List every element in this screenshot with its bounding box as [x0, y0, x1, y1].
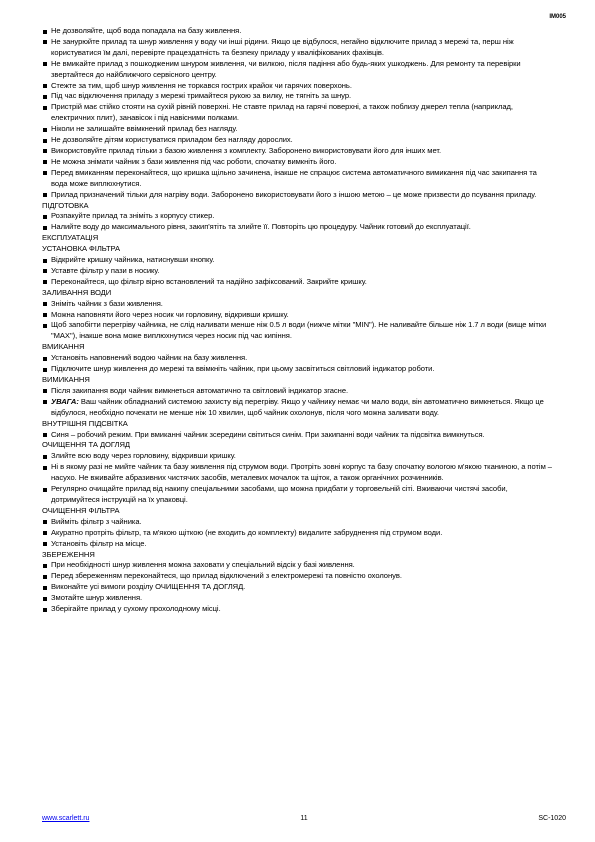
- bullet-item: [42, 462, 555, 484]
- bullet-text: Акуратно протріть фільтр, та м'якою щіткою (не входить до комплекту) видалите забруднення під струмом води.: [51, 527, 443, 537]
- bullet-text: Синя – робочий режим. При вмиканні чайник зсередини світиться синім. При закипанні води чайник та підсвітка вимкнуться.: [51, 429, 485, 439]
- bullet-text: Не дозволяйте, щоб вода попадала на базу живлення.: [51, 26, 242, 35]
- bullet-item: [42, 517, 555, 528]
- bullet-text: Перед збереженням переконайтеся, що прилад відключений з електромережі та повністю охолонув.: [51, 571, 402, 581]
- bullet-text: Ні в якому разі не мийте чайник та базу живлення під струмом води. Протріть зовні корпус та базу спочатку вологою м'якою тканиною, а потім – насухо. Не вживайте абразивних чистячих засобів, металевих мочалок та щіток, а також органічних розчинників.: [51, 462, 552, 483]
- bullet-text: Ваш чайник обладнаний системою захисту від перегріву. Якщо у чайнику немає чи мало води, він автоматично вимкнеться. Якщо це відбулося, необхідно почекати не менше ніж 10 хвилин, щоб чайник охолонув, після чого можна заливати воду.: [51, 396, 544, 417]
- bullet-item: [42, 222, 555, 233]
- bullet-text: Змотайте шнур живлення.: [51, 593, 143, 603]
- website-link[interactable]: www.scarlett.ru: [42, 815, 90, 822]
- bullet-item: [42, 310, 555, 321]
- bullet-text: Пристрій має стійко стояти на сухій рівній поверхні. Не ставте прилад на гарячі поверхні, а також поблизу джерел тепла (наприклад, електричних плит), занавісок і під навісними полками.: [51, 102, 513, 123]
- page-number: 11: [300, 815, 308, 822]
- bullet-item: [42, 266, 555, 277]
- bullet-item: [42, 430, 555, 441]
- bullet-item: [42, 593, 555, 604]
- bullet-item: [42, 59, 555, 81]
- bullet-item: [42, 277, 555, 288]
- bullet-text: Ніколи не залишайте ввімкнений прилад без нагляду.: [51, 124, 238, 134]
- bullet-item: [42, 320, 555, 342]
- section-heading: УСТАНОВКА ФІЛЬТРА: [42, 244, 121, 254]
- bullet-text: Використовуйте прилад тільки з базою живлення з комплекту. Заборонено використовувати його для інших мет.: [51, 145, 442, 155]
- bullet-item: [42, 37, 555, 59]
- section-heading: ПІДГОТОВКА: [42, 200, 89, 210]
- bullet-item: [42, 528, 555, 539]
- bullet-text: Установіть наповнений водою чайник на базу живлення.: [51, 353, 248, 363]
- document-code: IM005: [549, 14, 566, 20]
- bullet-text: При необхідності шнур живлення можна заховати у спеціальний відсік у базі живлення.: [51, 560, 355, 570]
- bullet-text: Після закипання води чайник вимкнеться автоматично та світловий індикатор згасне.: [51, 385, 349, 395]
- instruction-content: [42, 26, 555, 615]
- bullet-text: Вийміть фільтр з чайника.: [51, 516, 142, 526]
- section-heading: ОЧИЩЕННЯ ТА ДОГЛЯД: [42, 440, 131, 450]
- bullet-item: [42, 571, 555, 582]
- page-footer: [42, 815, 566, 827]
- bullet-text: Не можна знімати чайник з бази живлення під час роботи, спочатку вимкніть його.: [51, 156, 337, 166]
- section-heading: ЗАЛИВАННЯ ВОДИ: [42, 287, 112, 297]
- bullet-item: [42, 190, 555, 201]
- bullet-text: Установіть фільтр на місце.: [51, 538, 147, 548]
- model-number: SC-1020: [538, 815, 566, 822]
- bullet-item: [42, 560, 555, 571]
- bullet-item: [42, 255, 555, 266]
- bullet-item: [42, 397, 555, 419]
- bullet-text: Розпакуйте прилад та зніміть з корпусу стикер.: [51, 211, 215, 221]
- section-heading: ВНУТРІШНЯ ПІДСВІТКА: [42, 418, 128, 428]
- section-heading: ЕКСПЛУАТАЦІЯ: [42, 233, 99, 243]
- bullet-text: Під час відключення приладу з мережі тримайтеся рукою за вилку, не тягніть за шнур.: [51, 91, 352, 101]
- bullet-item: [42, 539, 555, 550]
- bullet-item: [42, 81, 555, 92]
- warning-label: УВАГА:: [51, 396, 79, 406]
- bullet-text: Переконайтеся, що фільтр вірно встановлений та надійно зафіксований. Закрийте кришку.: [51, 276, 367, 286]
- bullet-item: [42, 135, 555, 146]
- bullet-text: Підключите шнур живлення до мережі та ввімкніть чайник, при цьому засвітиться світловий індикатор роботи.: [51, 364, 435, 374]
- bullet-text: Прилад призначений тільки для нагріву води. Заборонено використовувати його з іншою метою – це може призвести до псування приладу.: [51, 189, 537, 199]
- bullet-text: Злийте всю воду через горловину, відкривши кришку.: [51, 451, 236, 461]
- bullet-text: Виконайте усі вимоги розділу ОЧИЩЕННЯ ТА ДОГЛЯД.: [51, 582, 246, 592]
- bullet-item: [42, 364, 555, 375]
- bullet-text: Регулярно очищайте прилад від накипу спеціальними засобами, що можна придбати у торговельній сіті. Вживаючи чистячі засоби, дотримуйтеся інструкцій на їх упаковці.: [51, 484, 508, 504]
- bullet-item: [42, 168, 555, 190]
- bullet-item: [42, 451, 555, 462]
- bullet-text: Не занурюйте прилад та шнур живлення у воду чи інші рідини. Якщо це відбулося, негайно відключите прилад з мережі та, перш ніж користуватися їм далі, перевірте працездатність та безпеку приладу у кваліфікованих фахівців.: [51, 36, 514, 57]
- bullet-item: [42, 582, 555, 593]
- bullet-item: [42, 353, 555, 364]
- bullet-text: Стежте за тим, щоб шнур живлення не торкався гострих крайок чи гарячих поверхонь.: [51, 80, 352, 90]
- bullet-text: Уставте фільтр у пази в носику.: [51, 265, 160, 275]
- bullet-text: Зберігайте прилад у сухому прохолодному місці.: [51, 604, 221, 614]
- section-heading: ОЧИЩЕННЯ ФІЛЬТРА: [42, 505, 120, 515]
- bullet-item: [42, 484, 555, 506]
- section-heading: ВИМИКАННЯ: [42, 375, 90, 384]
- bullet-text: Не дозволяйте дітям користуватися приладом без нагляду дорослих.: [51, 135, 293, 145]
- bullet-item: [42, 91, 555, 102]
- section-heading: ВМИКАННЯ: [42, 342, 85, 352]
- bullet-item: [42, 26, 555, 37]
- bullet-text: Щоб запобігти перегріву чайника, не слід наливати менше ніж 0.5 л води (нижче мітки "MIN"). Не наливайте більше ніж 1.7 л води (вище мітки "MAX"), інакше вона може виплюхнутися через носик під час кипіння.: [51, 320, 547, 341]
- bullet-item: [42, 386, 555, 397]
- bullet-item: [42, 102, 555, 124]
- section-heading: ЗБЕРЕЖЕННЯ: [42, 549, 95, 559]
- bullet-text: Зніміть чайник з бази живлення.: [51, 298, 163, 308]
- bullet-text: Відкрийте кришку чайника, натиснувши кнопку.: [51, 255, 215, 265]
- bullet-item: [42, 211, 555, 222]
- bullet-item: [42, 604, 555, 615]
- bullet-text: Перед вмиканням переконайтеся, що кришка щільно зачинена, інакше не спрацює система автоматичного вимикання під час закипання та вода може виплюхнутися.: [51, 167, 537, 188]
- bullet-item: [42, 157, 555, 168]
- bullet-text: Можна наповняти його через носик чи горловину, відкривши кришку.: [51, 309, 289, 319]
- bullet-item: [42, 299, 555, 310]
- bullet-text: Не вмикайте прилад з пошкодженим шнуром живлення, чи вилкою, після падіння або будь-яких ушкоджень. Для ремонту та перевірки звертайтеся до найближчого сервісного центру.: [51, 58, 521, 79]
- bullet-text: Налийте воду до максимального рівня, закип'ятіть та злийте її. Повторіть цю процедуру. Чайник готовий до експлуатації.: [51, 222, 471, 232]
- bullet-item: [42, 124, 555, 135]
- bullet-item: [42, 146, 555, 157]
